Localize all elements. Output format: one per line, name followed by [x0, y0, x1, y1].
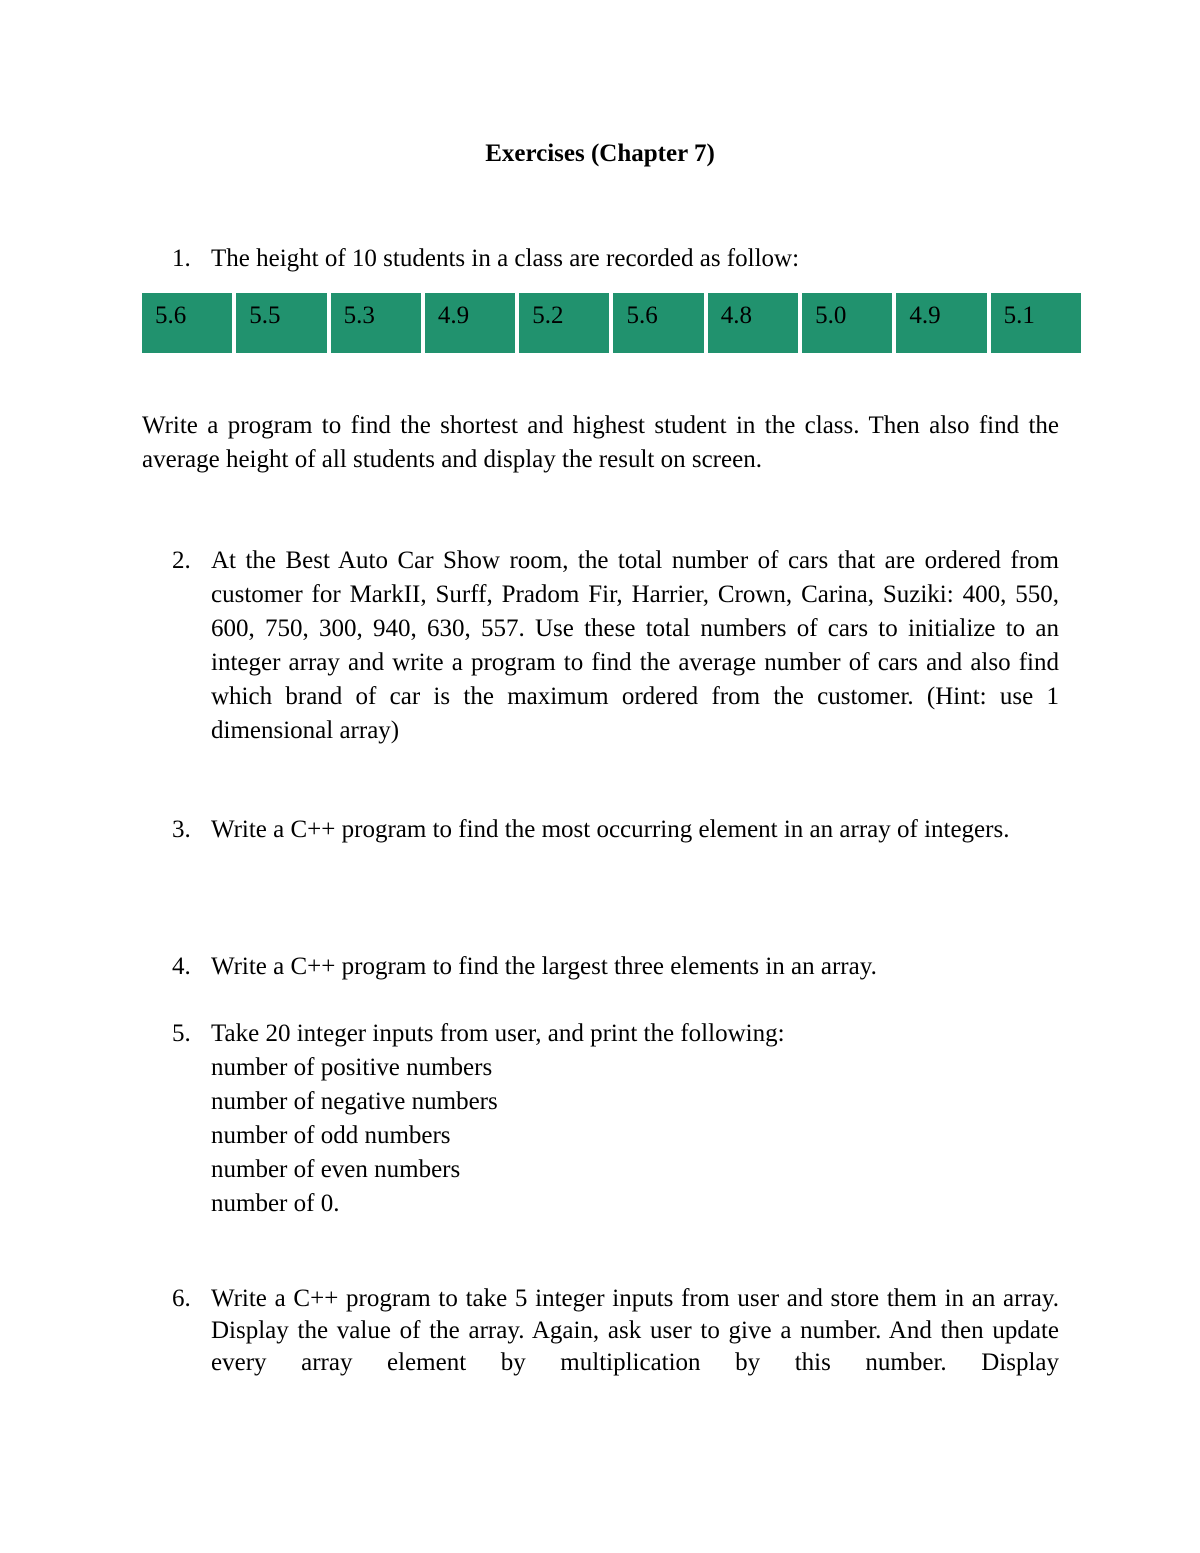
- height-cell: 5.2: [519, 293, 609, 353]
- question-6: [142, 1283, 1059, 1379]
- height-cell: 5.6: [613, 293, 703, 353]
- question-5-text: Take 20 integer inputs from user, and print the following:: [211, 1020, 785, 1047]
- height-cell: 5.6: [142, 293, 232, 353]
- question-5-number: 5.: [172, 1020, 191, 1047]
- question-2-text: At the Best Auto Car Show room, the total number of cars that are ordered from customer for MarkII, Surff, Pradom Fir, Harrier, Crown, Carina, Suziki: 400, 550, 600, 750, 300, 940, 630, 557. Use these total numbers of cars to initialize to an integer array and write a program to find the average number of cars and also find which brand of car is the maximum ordered from the customer. (Hint: use 1 dimensional array): [211, 547, 1059, 744]
- question-5-line: number of even numbers: [211, 1156, 461, 1183]
- height-cell: 4.8: [708, 293, 798, 353]
- question-1: [142, 242, 1059, 276]
- question-5-line: number of odd numbers: [211, 1122, 451, 1149]
- height-cell: 4.9: [425, 293, 515, 353]
- question-2: [142, 544, 1059, 748]
- question-1-text: The height of 10 students in a class are recorded as follow:: [211, 245, 800, 272]
- question-1-task: Write a program to find the shortest and highest student in the class. Then also find the average height of all students and display the result on screen.: [142, 412, 1059, 473]
- question-1-number: 1.: [172, 245, 191, 272]
- height-cell: 5.0: [802, 293, 892, 353]
- height-cell: 5.1: [991, 293, 1081, 353]
- question-4: [142, 950, 1059, 984]
- question-6-text: Write a C++ program to take 5 integer inputs from user and store them in an array. Display the value of the array. Again, ask user to give a number. And then update every array element by multiplication by this number. Display: [211, 1285, 1059, 1376]
- question-3-number: 3.: [172, 816, 191, 843]
- question-5-line: number of negative numbers: [211, 1088, 498, 1115]
- height-cell: 5.3: [331, 293, 421, 353]
- question-6-number: 6.: [172, 1285, 191, 1312]
- question-5-line: number of 0.: [211, 1190, 340, 1217]
- question-2-number: 2.: [172, 547, 191, 574]
- height-cell: 4.9: [896, 293, 986, 353]
- question-4-number: 4.: [172, 953, 191, 980]
- question-5: [142, 1017, 1059, 1221]
- question-4-text: Write a C++ program to find the largest three elements in an array.: [211, 953, 877, 980]
- page-title: Exercises (Chapter 7): [485, 140, 715, 167]
- question-5-body: [211, 1017, 1059, 1221]
- question-3: [142, 813, 1059, 847]
- question-5-line: number of positive numbers: [211, 1054, 493, 1081]
- height-cell: 5.5: [236, 293, 326, 353]
- question-3-text: Write a C++ program to find the most occurring element in an array of integers.: [211, 816, 1010, 843]
- heights-table: [142, 293, 1081, 353]
